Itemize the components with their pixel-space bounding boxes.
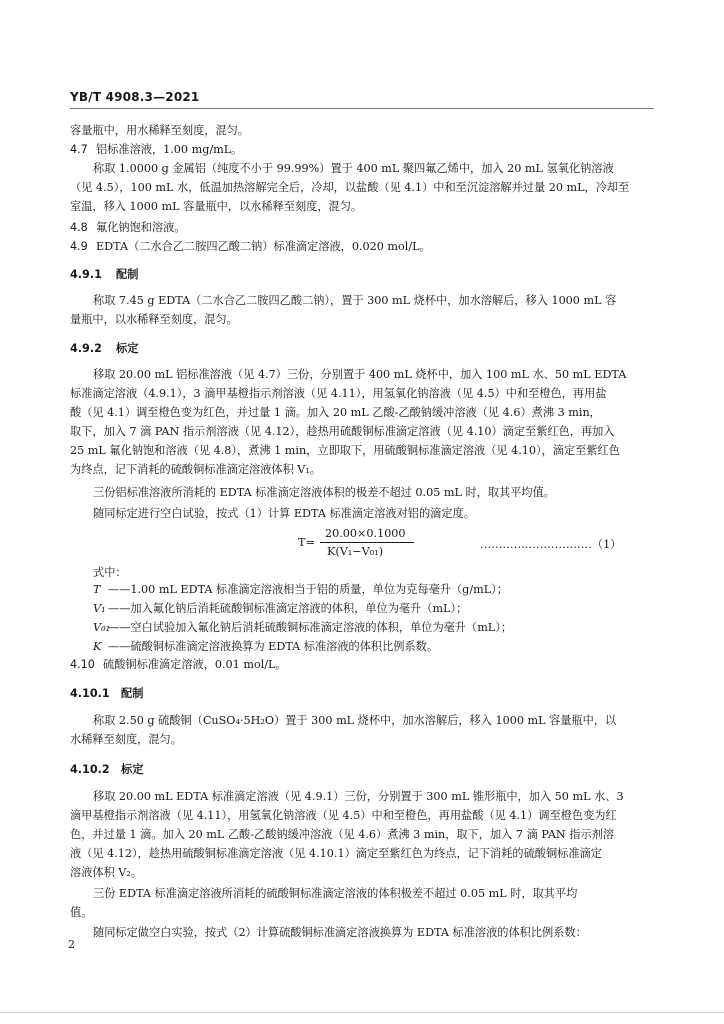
formula-lhs: T= [298, 536, 315, 549]
paragraph-line: （见 4.5），100 mL 水，低温加热溶解完全后，冷却，以盐酸（见 4.1）中和至沉淀溶解并过量 20 mL，冷却至 [70, 181, 630, 194]
section-4-10-title: 硫酸铜标准滴定溶液，0.01 mol/L。 [103, 658, 287, 671]
paragraph-line: 液（见 4.12），趁热用硫酸铜标准滴定溶液（见 4.10.1）滴定至紫红色为终点，记下消耗的硫酸铜标准滴定 [70, 847, 602, 860]
paragraph-line: 随同标定进行空白试验，按式（1）计算 EDTA 标准滴定溶液对铝的滴定度。 [93, 507, 475, 520]
section-4-8-title: 氟化钠饱和溶液。 [96, 221, 186, 234]
fraction-bar [320, 542, 414, 543]
section-4-9-1-title: 配制 [116, 268, 139, 281]
paragraph-line: 移取 20.00 mL EDTA 标准滴定溶液（见 4.9.1）三份，分别置于 300 mL 锥形瓶中，加入 50 mL 水、3 [93, 790, 624, 803]
paragraph-line: 取下，加入 7 滴 PAN 指示剂溶液（见 4.12），趁热用硫酸铜标准滴定溶液（见 4.10）滴定至紫红色，再加入 [70, 425, 615, 438]
paragraph-line: 三份 EDTA 标准滴定溶液所消耗的硫酸铜标准滴定溶液的体积极差不超过 0.05 mL 时，取其平均 [93, 887, 578, 900]
paragraph-line: 酸（见 4.1）调至橙色变为红色，并过量 1 滴。加入 20 mL 乙酸-乙酸钠缓冲溶液（见 4.6）煮沸 3 min， [70, 406, 601, 419]
section-4-9-title: EDTA（二水合乙二胺四乙酸二钠）标准滴定溶液，0.020 mol/L。 [96, 240, 431, 253]
paragraph-line: 随同标定做空白实验，按式（2）计算硫酸铜标准滴定溶液换算为 EDTA 标准溶液的体积比例系数： [93, 926, 587, 939]
section-4-10-2-title: 标定 [121, 763, 144, 776]
paragraph-line: 称取 2.50 g 硫酸铜（CuSO₄·5H₂O）置于 300 mL 烧杯中，加水溶解后，移入 1000 mL 容量瓶中，以 [93, 714, 617, 727]
section-4-10-1-title: 配制 [121, 687, 144, 700]
section-4-9-2-number: 4.9.2 [70, 342, 102, 355]
section-4-7-number: 4.7 [70, 143, 88, 156]
paragraph-line: 为终点，记下消耗的硫酸铜标准滴定溶液体积 V₁。 [70, 463, 322, 476]
def-text: ——加入氟化钠后消耗硫酸铜标准滴定溶液的体积，单位为毫升（mL）； [108, 602, 468, 615]
paragraph-line: 溶液体积 V₂。 [70, 866, 143, 879]
section-4-9-1-number: 4.9.1 [70, 268, 102, 281]
def-symbol: T [93, 583, 101, 596]
def-symbol: V₁ [93, 602, 106, 615]
paragraph-line: 色，并过量 1 滴。加入 20 mL 乙酸-乙酸钠缓冲溶液（见 4.6）煮沸 3 min，取下，加入 7 滴 PAN 指示剂溶 [70, 828, 615, 841]
paragraph-line: 量瓶中，以水稀释至刻度，混匀。 [70, 313, 238, 326]
paragraph-line: 三份铝标准溶液所消耗的 EDTA 标准滴定溶液体积的极差不超过 0.05 mL 时，取其平均值。 [93, 486, 555, 499]
paragraph-line: 称取 1.0000 g 金属铝（纯度不小于 99.99%）置于 400 mL 聚四氟乙烯中，加入 20 mL 氢氧化钠溶液 [93, 162, 614, 175]
continued-line: 容量瓶中，用水稀释至刻度，混匀。 [70, 124, 250, 137]
paragraph-line: 滴甲基橙指示剂溶液（见 4.11），用氢氧化钠溶液（见 4.5）中和至橙色，再用盐酸（见 4.1）调至橙色变为红 [70, 809, 617, 822]
def-text: ——1.00 mL EDTA 标准滴定溶液相当于铝的质量，单位为克每毫升（g/mL）； [108, 583, 508, 596]
def-symbol: V₀₁ [93, 621, 111, 634]
paragraph-line: 标准滴定溶液（4.9.1），3 滴甲基橙指示剂溶液（见 4.11），用氢氧化钠溶液（见 4.5）中和至橙色，再用盐 [70, 387, 607, 400]
page-number: 2 [68, 938, 75, 951]
formula-number: …………………………（1） [480, 538, 622, 551]
section-4-8-number: 4.8 [70, 221, 88, 234]
section-4-10-number: 4.10 [70, 658, 95, 671]
standard-code-header: YB/T 4908.3—2021 [70, 90, 200, 104]
section-4-9-2-title: 标定 [116, 342, 139, 355]
section-4-7-title: 铝标准溶液，1.00 mg/mL。 [96, 143, 243, 156]
section-4-10-1-number: 4.10.1 [70, 687, 110, 700]
def-text: ——空白试验加入氟化钠后消耗硫酸铜标准滴定溶液的体积，单位为毫升（mL）； [108, 621, 513, 634]
paragraph-line: 水稀释至刻度，混匀。 [70, 733, 182, 746]
section-4-9-number: 4.9 [70, 240, 88, 253]
def-symbol: K [93, 640, 102, 653]
where-label: 式中： [93, 566, 127, 579]
section-4-10-2-number: 4.10.2 [70, 763, 110, 776]
paragraph-line: 值。 [70, 906, 93, 919]
paragraph-line: 移取 20.00 mL 铝标准溶液（见 4.7）三份，分别置于 400 mL 烧杯中，加入 100 mL 水、50 mL EDTA [93, 368, 627, 381]
formula-numerator: 20.00×0.1000 [325, 527, 406, 540]
def-text: ——硫酸铜标准滴定溶液换算为 EDTA 标准溶液的体积比例系数。 [108, 640, 439, 653]
formula-denominator: K(V₁−V₀₁) [327, 545, 384, 558]
paragraph-line: 室温，移入 1000 mL 容量瓶中，以水稀释至刻度，混匀。 [70, 200, 363, 213]
paragraph-line: 称取 7.45 g EDTA（二水合乙二胺四乙酸二钠），置于 300 mL 烧杯中，加水溶解后，移入 1000 mL 容 [93, 294, 617, 307]
paragraph-line: 25 mL 氟化钠饱和溶液（见 4.8），煮沸 1 min，立即取下，用硫酸铜标准滴定溶液（见 4.10），滴定至紫红色 [70, 444, 620, 457]
page-bottom-edge [0, 1012, 724, 1013]
header-rule [70, 108, 654, 109]
